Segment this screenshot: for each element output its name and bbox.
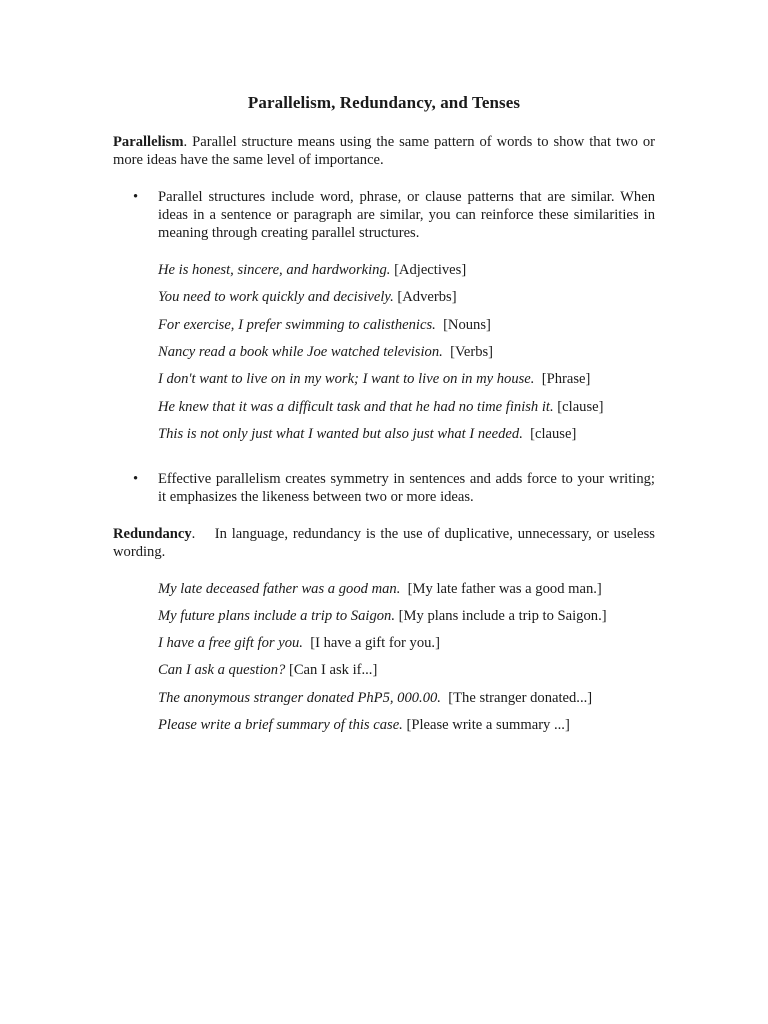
example-sentence: You need to work quickly and decisively. (158, 289, 394, 305)
parallelism-intro: . Parallel structure means using the same pattern of words to show that two or more ideas have the same level of importance. (113, 134, 655, 169)
example-sentence: Please write a brief summary of this case. (158, 717, 403, 733)
parallelism-example (158, 316, 491, 334)
example-sentence: My future plans include a trip to Saigon. (158, 608, 395, 624)
example-tag: [Nouns] (443, 317, 491, 333)
redundancy-intro: . In language, redundancy is the use of duplicative, unnecessary, or useless wording. (113, 526, 659, 561)
example-tag: [Verbs] (450, 344, 494, 360)
redundancy-example (158, 607, 607, 625)
example-sentence: He knew that it was a difficult task and that he had no time finish it. (158, 399, 554, 415)
redundancy-example (158, 689, 592, 707)
example-tag: [clause] (530, 426, 577, 442)
bullet-marker: • (133, 471, 139, 487)
redundancy-example (158, 661, 377, 679)
parallelism-example (158, 398, 603, 416)
example-sentence: For exercise, I prefer swimming to calisthenics. (158, 317, 436, 333)
example-tag: [The stranger donated...] (448, 690, 593, 706)
example-sentence: The anonymous stranger donated PhP5, 000.00. (158, 690, 441, 706)
example-sentence: This is not only just what I wanted but also just what I needed. (158, 426, 523, 442)
example-sentence: I have a free gift for you. (158, 635, 303, 651)
redundancy-paragraph (113, 525, 659, 561)
parallelism-example (158, 261, 466, 279)
example-sentence: He is honest, sincere, and hardworking. (158, 262, 391, 278)
example-sentence: My late deceased father was a good man. (158, 581, 401, 597)
parallelism-bullet-2: Effective parallelism creates symmetry in sentences and adds force to your writing; it emphasizes the likeness between two or more ideas. (158, 471, 655, 506)
example-tag: [My late father was a good man.] (407, 581, 602, 597)
parallelism-heading: Parallelism (113, 134, 184, 150)
parallelism-example (158, 425, 576, 443)
bullet-marker: • (133, 189, 139, 205)
example-tag: [clause] (557, 399, 604, 415)
parallelism-example (158, 288, 457, 306)
redundancy-example (158, 634, 440, 652)
example-sentence: I don't want to live on in my work; I want to live on in my house. (158, 371, 535, 387)
redundancy-example (158, 580, 602, 598)
example-tag: [Can I ask if...] (288, 662, 378, 678)
example-tag: [Please write a summary ...] (406, 717, 570, 733)
example-sentence: Can I ask a question? (158, 662, 286, 678)
example-tag: [Adverbs] (397, 289, 457, 305)
parallelism-example (158, 370, 590, 388)
example-tag: [Adjectives] (394, 262, 467, 278)
parallelism-paragraph (113, 133, 655, 169)
document-title: Parallelism, Redundancy, and Tenses (247, 93, 521, 112)
redundancy-example (158, 716, 570, 734)
example-tag: [I have a gift for you.] (310, 635, 440, 651)
example-tag: [My plans include a trip to Saigon.] (398, 608, 607, 624)
example-tag: [Phrase] (541, 371, 591, 387)
parallelism-example (158, 343, 493, 361)
example-sentence: Nancy read a book while Joe watched television. (158, 344, 443, 360)
redundancy-heading: Redundancy (113, 526, 192, 542)
parallelism-bullet-1: Parallel structures include word, phrase, or clause patterns that are similar. When ideas in a sentence or paragraph are similar, you can reinforce these similarities in meaning through creating parallel structures. (158, 189, 655, 242)
